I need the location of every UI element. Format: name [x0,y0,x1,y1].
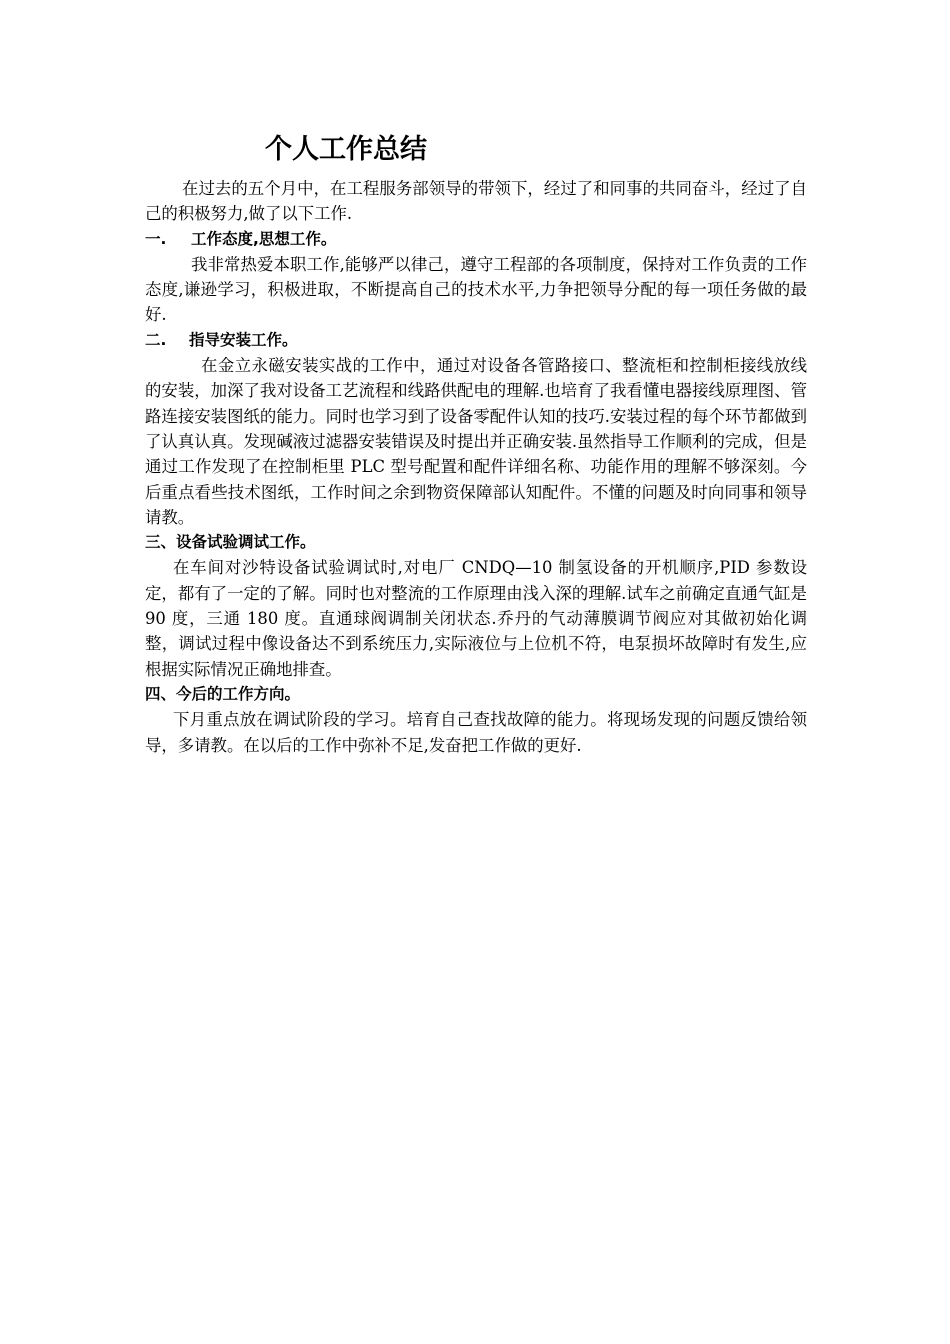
section-4-body: 下月重点放在调试阶段的学习。培育自己查找故障的能力。将现场发现的问题反馈给领导，多请教。在以后的工作中弥补不足,发奋把工作做的更好. [145,710,807,755]
section-1-body: 我非常热爱本职工作,能够严以律己，遵守工程部的各项制度，保持对工作负责的工作态度,谦逊学习，积极进取，不断提高自己的技术水平,力争把领导分配的每一项任务做的最好. [145,254,807,325]
section-3-body: 在车间对沙特设备试验调试时,对电厂 CNDQ—10 制氢设备的开机顺序,PID 参数设定，都有了一定的了解。同时也对整流的工作原理由浅入深的理解.试车之前确定直通气缸是 90 度，三通 180 度。直通球阀调制关闭状态.乔丹的气动薄膜调节阀应对其做初始化调整，调试过程中像设备达不到系统压力,实际液位与上位机不符，电泵损坏故障时有发生,应根据实际情况正确地排查。 [145,558,807,679]
document-page [145,130,807,758]
section-2-heading-text: 指导安装工作。 [189,330,298,349]
intro-paragraph: 在过去的五个月中，在工程服务部领导的带领下，经过了和同事的共同奋斗，经过了自己的积极努力,做了以下工作. [145,179,807,224]
section-4-heading: 四、今后的工作方向。 [145,684,301,703]
document-title: 个人工作总结 [265,134,427,165]
section-1-heading-text: 工作态度,思想工作。 [191,229,337,248]
section-2-body: 在金立永磁安装实战的工作中，通过对设备各管路接口、整流柜和控制柜接线放线的安装，加深了我对设备工艺流程和线路供配电的理解.也培育了我看懂电器接线原理图、管路连接安装图纸的能力。同时也学习到了设备零配件认知的技巧.安装过程的每个环节都做到了认真认真。发现碱液过滤器安装错误及时提出并正确安装.虽然指导工作顺利的完成，但是通过工作发现了在控制柜里 PLC 型号配置和配件详细名称、功能作用的理解不够深刻。今后重点看些技术图纸，工作时间之余到物资保障部认知配件。不懂的问题及时向同事和领导请教。 [145,356,807,527]
section-1-heading [145,227,807,252]
section-2-heading [145,328,807,353]
section-2-number: 二. [145,330,167,349]
section-3-heading: 三、设备试验调试工作。 [145,533,316,552]
section-1-number: 一. [145,229,167,248]
